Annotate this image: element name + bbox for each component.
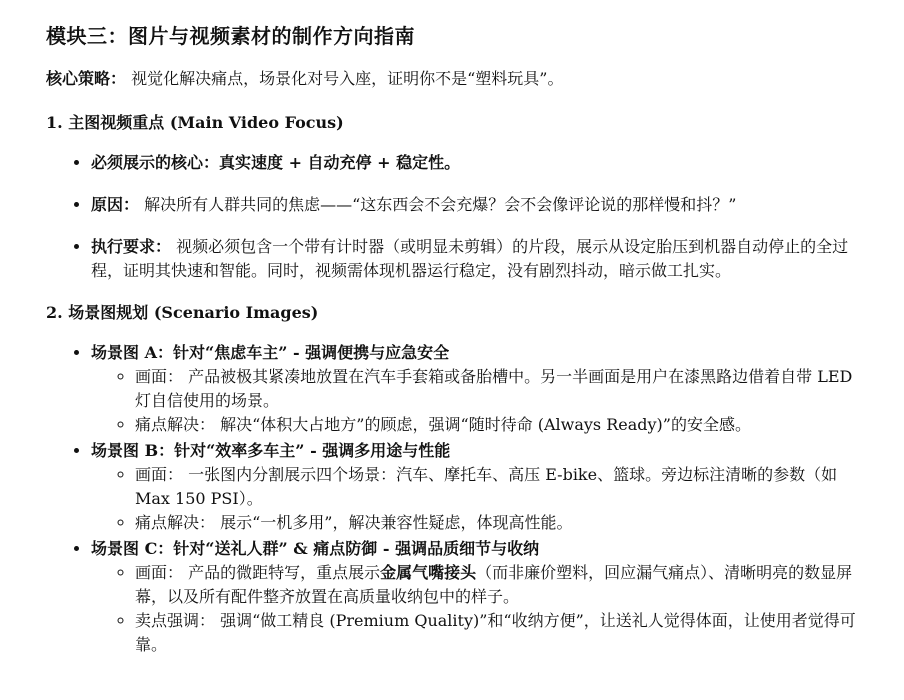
sub-item	[135, 511, 866, 535]
scenario-item-a	[91, 341, 866, 437]
sub-text: 展示“一机多用”，解决兼容性疑虑，体现高性能。	[215, 513, 573, 532]
sub-text: 产品的微距特写，重点展示	[183, 563, 381, 582]
core-strategy-text: 视觉化解决痛点，场景化对号入座，证明你不是“塑料玩具”。	[126, 69, 564, 88]
sub-label: 卖点强调：	[135, 611, 216, 630]
sub-item	[135, 609, 866, 657]
sub-text: 解决“体积大占地方”的顾虑，强调“随时待命 (Always Ready)”的安全感。	[215, 415, 751, 434]
sub-text: 产品被极其紧凑地放置在汽车手套箱或备胎槽中。另一半画面是用户在漆黑路边借着自带 LED 灯自信使用的场景。	[135, 367, 853, 410]
scenario-title: 场景图 B：针对“效率多车主” - 强调多用途与性能	[91, 441, 451, 460]
sub-item	[135, 365, 866, 413]
sub-item	[135, 413, 866, 437]
sub-label: 画面：	[135, 465, 184, 484]
item-label: 执行要求：	[91, 237, 172, 256]
core-strategy-label: 核心策略：	[46, 69, 127, 88]
main-video-list	[46, 151, 866, 283]
sub-text: 强调“做工精良 (Premium Quality)”和“收纳方便”，让送礼人觉得体面，让使用者觉得可靠。	[135, 611, 856, 654]
sub-item	[135, 561, 866, 609]
scenario-sublist	[91, 365, 866, 437]
sub-text: 一张图内分割展示四个场景：汽车、摩托车、高压 E-bike、篮球。旁边标注清晰的参数（如 Max 150 PSI）。	[135, 465, 838, 508]
sub-item	[135, 463, 866, 511]
sub-label: 画面：	[135, 563, 184, 582]
scenario-title: 场景图 A：针对“焦虑车主” - 强调便携与应急安全	[91, 343, 450, 362]
list-item	[91, 193, 866, 217]
item-text: 视频必须包含一个带有计时器（或明显未剪辑）的片段，展示从设定胎压到机器自动停止的全过程，证明其快速和智能。同时，视频需体现机器运行稳定，没有剧烈抖动，暗示做工扎实。	[91, 237, 849, 280]
sub-label: 痛点解决：	[135, 513, 216, 532]
sub-label: 痛点解决：	[135, 415, 216, 434]
list-item	[91, 235, 866, 283]
scenario-sublist	[91, 561, 866, 657]
page-title: 模块三：图片与视频素材的制作方向指南	[46, 24, 415, 48]
item-label: 原因：	[91, 195, 140, 214]
sub-label: 画面：	[135, 367, 184, 386]
scenario-item-b	[91, 439, 866, 535]
section-heading-main-video: 1. 主图视频重点 (Main Video Focus)	[46, 113, 344, 132]
section-heading-scenario-images: 2. 场景图规划 (Scenario Images)	[46, 303, 319, 322]
list-item	[91, 151, 866, 175]
scenario-list	[46, 341, 866, 657]
scenario-sublist	[91, 463, 866, 535]
core-strategy	[46, 67, 866, 91]
scenario-title: 场景图 C：针对“送礼人群” & 痛点防御 - 强调品质细节与收纳	[91, 539, 540, 558]
item-text: 解决所有人群共同的焦虑——“这东西会不会充爆？会不会像评论说的那样慢和抖？”	[139, 195, 737, 214]
sub-text-continued: （而非廉价塑料，回应漏气痛点）、清晰明亮的数显屏幕，以及所有配件整齐放置在高质量收纳包中的样子。	[135, 563, 853, 606]
item-label: 必须展示的核心：真实速度 + 自动充停 + 稳定性。	[91, 153, 461, 172]
sub-highlight: 金属气嘴接头	[380, 563, 477, 582]
scenario-item-c	[91, 537, 866, 657]
